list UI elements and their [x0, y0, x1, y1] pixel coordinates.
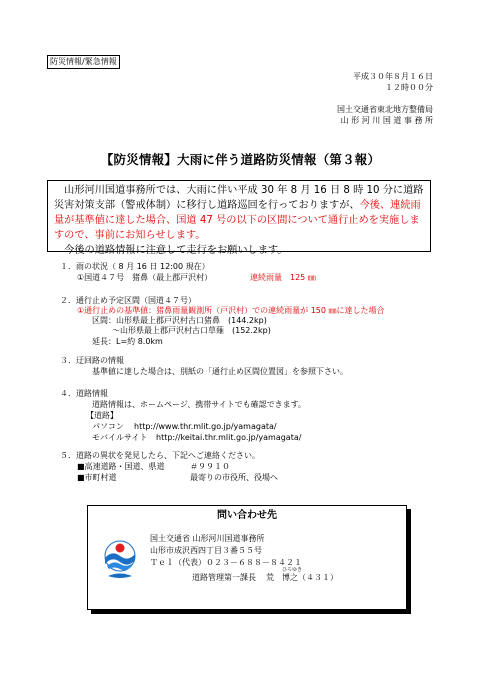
- mobile-url-link[interactable]: http://keitai.thr.mlit.go.jp/yamagata/: [156, 433, 302, 442]
- org-line1: 国土交通省東北地方整備局: [337, 105, 433, 114]
- sec5-row2-value: 最寄りの市役所、役場へ: [190, 473, 278, 482]
- sec4-heading: ４．道路情報: [60, 389, 108, 398]
- contact-frame: [87, 505, 407, 610]
- sec5-row2-label: ■市町村道: [77, 473, 117, 482]
- contact-ruby: ひろゆき: [282, 567, 303, 573]
- sec2-section-end: ～山形県最上郡戸沢村古口草薙 (152.2kp): [112, 326, 271, 335]
- sec3-heading: ３．迂回路の情報: [60, 356, 124, 365]
- sec2-criteria: ①通行止めの基準値：猪鼻雨量観測所（戸沢村）での連続雨量が 150 ㎜に達した場合: [77, 306, 385, 315]
- sec1-heading: １．雨の状況（ 8 月 16 日 12:00 現在）: [60, 262, 210, 271]
- sec2-heading: ２．通行止め予定区間（国道４７号）: [60, 296, 196, 305]
- sec5-row1-value: ＃９９１０: [190, 462, 230, 471]
- sec3-body: 基準値に達した場合は、別紙の「通行止め区間位置図」を参照下さい。: [92, 367, 348, 376]
- notice-text: 山形河川国道事務所では、大雨に伴い平成 30 年 8 月 16 日 8 時 10 分に道路災害対策支部（警戒体制）に移行し道路巡回を行っておりますが、: [54, 185, 424, 211]
- notice-closing: 今後の道路情報に注意して走行をお願いします。: [54, 245, 288, 256]
- pc-url-link[interactable]: http://www.thr.mlit.go.jp/yamagata/: [134, 422, 277, 431]
- sec1-rain: 連続雨量 125 ㎜: [250, 273, 316, 282]
- contact-box: [87, 505, 407, 610]
- sec4-sub: 【道路】: [86, 411, 118, 420]
- pc-label: パソコン: [92, 422, 124, 431]
- contact-title: 問い合わせ先: [217, 510, 277, 521]
- page-title: 【防災情報】大雨に伴う道路防災情報（第３報）: [100, 152, 381, 167]
- sec5-row1-label: ■高速道路・国道、県道: [77, 462, 165, 471]
- contact-person-title: 道路管理第一課長: [192, 573, 256, 582]
- notice-box: [47, 180, 431, 256]
- mobile-label: モバイルサイト: [92, 433, 148, 442]
- header-tag: 防災情報/緊急情報: [47, 55, 120, 69]
- notice-warning: 今後、連続雨量が基準値に達した場合、国道 47 号の以下の区間について通行止めを実施しますので、事前にお知らせします。: [54, 200, 421, 241]
- sec2-length: 延長：L=約 8.0km: [92, 337, 163, 346]
- time: １２時００分: [385, 83, 433, 92]
- contact-org: 国土交通省 山形河川国道事務所: [150, 534, 265, 543]
- sec4-body: 道路情報は、ホームページ、携帯サイトでも確認できます。: [92, 400, 306, 409]
- sec2-section-start: 区間：山形県最上郡戸沢村古口猪鼻 (144.2kp): [92, 316, 267, 325]
- sec5-heading: ５．道路の異状を発見したら、下記へご連絡ください。: [60, 451, 260, 460]
- date: 平成３０年８月１６日: [353, 72, 433, 81]
- contact-tel: Ｔｅｌ（代表）０２３－６８８－８４２１: [150, 558, 302, 567]
- mlit-logo-icon: [100, 536, 140, 584]
- contact-address: 山形市成沢西四丁目３番５５号: [150, 546, 262, 555]
- sec1-item: ①国道４７号 猪鼻（最上郡戸沢村）: [77, 273, 213, 282]
- org-line2: 山 形 河 川 国 道 事 務 所: [340, 116, 433, 125]
- contact-person-name: 荒 博之（４３１）: [266, 573, 338, 582]
